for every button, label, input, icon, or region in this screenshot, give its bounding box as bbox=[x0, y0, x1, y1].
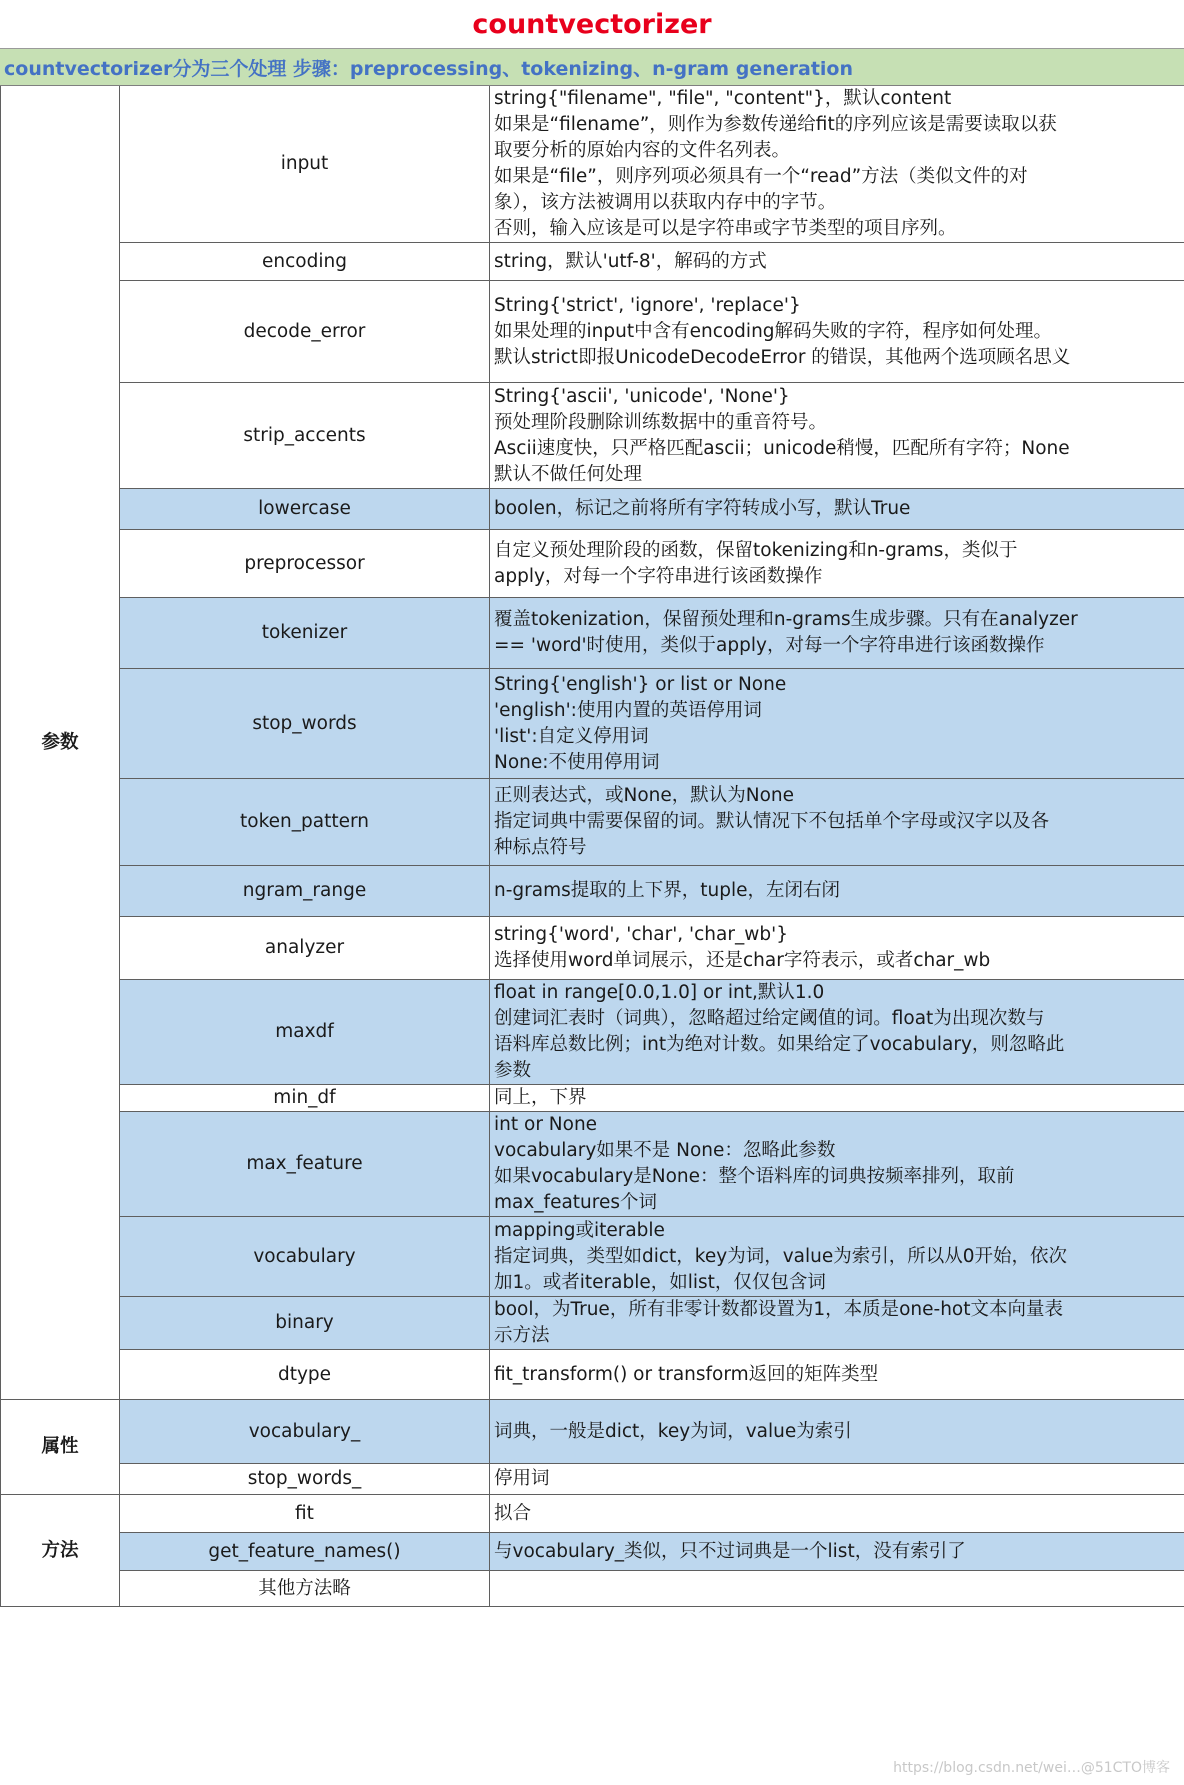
description-line: 自定义预处理阶段的函数，保留tokenizing和n-grams，类似于 bbox=[494, 539, 1018, 561]
description-line: 停用词 bbox=[494, 1468, 550, 1489]
description-line: String{'ascii', 'unicode', 'None'} bbox=[494, 385, 790, 407]
description-line: int or None bbox=[494, 1114, 598, 1135]
param-description-cell bbox=[490, 1217, 1184, 1297]
param-description-cell bbox=[490, 86, 1184, 243]
description-line: 覆盖tokenization，保留预处理和n-grams生成步骤。只有在analyzer bbox=[494, 609, 1078, 630]
description-line: 如果是“filename”，则作为参数传递给fit的序列应该是需要读取以获 bbox=[494, 114, 1057, 135]
description-line: 词典，一般是dict，key为词，value为索引 bbox=[494, 1420, 852, 1442]
param-name-cell: tokenizer bbox=[120, 598, 490, 669]
param-description-cell bbox=[490, 1112, 1184, 1217]
param-name-cell: binary bbox=[120, 1297, 490, 1350]
table-row bbox=[1, 1112, 1184, 1217]
table-row bbox=[1, 1400, 1184, 1464]
param-description-cell bbox=[490, 669, 1184, 779]
subtitle-banner: countvectorizer分为三个处理 步骤：preprocessing、tokenizing、n-gram generation bbox=[0, 49, 1184, 86]
table-row bbox=[1, 530, 1184, 598]
section-methods: 方法 bbox=[1, 1495, 120, 1607]
description-line: mapping或iterable bbox=[494, 1219, 665, 1241]
table-row bbox=[1, 281, 1184, 383]
param-description-cell bbox=[490, 383, 1184, 489]
param-description-cell bbox=[490, 980, 1184, 1085]
table-row bbox=[1, 669, 1184, 779]
description-line: float in range[0.0,1.0] or int,默认1.0 bbox=[494, 982, 825, 1003]
description-line: 拟合 bbox=[494, 1502, 532, 1524]
param-name-cell: token_pattern bbox=[120, 779, 490, 866]
table-row bbox=[1, 598, 1184, 669]
param-name-cell: preprocessor bbox=[120, 530, 490, 598]
description-line: 创建词汇表时（词典），忽略超过给定阈值的词。float为出现次数与 bbox=[494, 1008, 1045, 1029]
parameter-table bbox=[0, 86, 1184, 1607]
param-name-cell: 其他方法略 bbox=[120, 1571, 490, 1607]
description-line: 参数 bbox=[494, 1060, 532, 1081]
description-line: 默认不做任何处理 bbox=[494, 463, 643, 485]
watermark-text: https://blog.csdn.net/wei…@51CTO博客 bbox=[893, 1760, 1170, 1776]
description-line: String{'strict', 'ignore', 'replace'} bbox=[494, 294, 801, 316]
param-name-cell: stop_words_ bbox=[120, 1464, 490, 1495]
param-name-cell: vocabulary bbox=[120, 1217, 490, 1297]
param-name-cell: min_df bbox=[120, 1085, 490, 1112]
description-line: 如果是“file”，则序列项必须具有一个“read”方法（类似文件的对 bbox=[494, 166, 1028, 187]
table-row bbox=[1, 1571, 1184, 1607]
table-row bbox=[1, 1350, 1184, 1400]
description-line: String{'english'} or list or None bbox=[494, 673, 787, 695]
description-line: fit_transform() or transform返回的矩阵类型 bbox=[494, 1363, 879, 1385]
description-line: 正则表达式，或None，默认为None bbox=[494, 785, 795, 806]
description-line: string{'word', 'char', 'char_wb'} bbox=[494, 924, 788, 945]
description-line: 加1。或者iterable，如list，仅仅包含词 bbox=[494, 1271, 826, 1293]
table-row bbox=[1, 1085, 1184, 1112]
table-row bbox=[1, 917, 1184, 980]
description-line: 否则，输入应该是可以是字符串或字节类型的项目序列。 bbox=[494, 218, 957, 239]
param-description-cell bbox=[490, 866, 1184, 917]
description-line: 指定词典中需要保留的词。默认情况下不包括单个字母或汉字以及各 bbox=[494, 811, 1050, 832]
param-name-cell: input bbox=[120, 86, 490, 243]
param-name-cell: analyzer bbox=[120, 917, 490, 980]
table-row bbox=[1, 1297, 1184, 1350]
param-description-cell bbox=[490, 281, 1184, 383]
table-row bbox=[1, 980, 1184, 1085]
description-line: None:不使用停用词 bbox=[494, 751, 660, 773]
param-name-cell: lowercase bbox=[120, 489, 490, 530]
description-line: 'english':使用内置的英语停用词 bbox=[494, 699, 762, 721]
table-row bbox=[1, 1495, 1184, 1533]
param-description-cell bbox=[490, 1350, 1184, 1400]
param-name-cell: maxdf bbox=[120, 980, 490, 1085]
param-description-cell bbox=[490, 917, 1184, 980]
description-line: string，默认'utf-8'，解码的方式 bbox=[494, 250, 767, 272]
param-description-cell bbox=[490, 779, 1184, 866]
param-description-cell bbox=[490, 1533, 1184, 1571]
table-row bbox=[1, 243, 1184, 281]
param-description-cell bbox=[490, 1495, 1184, 1533]
param-name-cell: ngram_range bbox=[120, 866, 490, 917]
description-line: bool，为True，所有非零计数都设置为1，本质是one-hot文本向量表 bbox=[494, 1299, 1063, 1320]
description-line: 指定词典，类型如dict，key为词，value为索引，所以从0开始，依次 bbox=[494, 1245, 1067, 1267]
description-line: 选择使用word单词展示，还是char字符表示，或者char_wb bbox=[494, 950, 991, 971]
description-line: 取要分析的原始内容的文件名列表。 bbox=[494, 140, 791, 161]
description-line: 如果vocabulary是None：整个语料库的词典按频率排列，取前 bbox=[494, 1166, 1015, 1187]
description-line: 预处理阶段删除训练数据中的重音符号。 bbox=[494, 411, 828, 433]
description-line: apply，对每一个字符串进行该函数操作 bbox=[494, 565, 823, 587]
table-row bbox=[1, 86, 1184, 243]
param-name-cell: stop_words bbox=[120, 669, 490, 779]
param-name-cell: strip_accents bbox=[120, 383, 490, 489]
page-title: countvectorizer bbox=[0, 0, 1184, 49]
description-line: == 'word'时使用，类似于apply，对每一个字符串进行该函数操作 bbox=[494, 635, 1045, 656]
description-line: 种标点符号 bbox=[494, 837, 587, 858]
param-name-cell: encoding bbox=[120, 243, 490, 281]
table-row bbox=[1, 1464, 1184, 1495]
description-line: 象），该方法被调用以获取内存中的字节。 bbox=[494, 192, 837, 213]
param-name-cell: fit bbox=[120, 1495, 490, 1533]
description-line: 示方法 bbox=[494, 1325, 550, 1346]
param-description-cell bbox=[490, 1571, 1184, 1607]
param-name-cell: max_feature bbox=[120, 1112, 490, 1217]
param-description-cell bbox=[490, 598, 1184, 669]
param-name-cell: dtype bbox=[120, 1350, 490, 1400]
param-name-cell: vocabulary_ bbox=[120, 1400, 490, 1464]
table-row bbox=[1, 779, 1184, 866]
table-row bbox=[1, 866, 1184, 917]
description-line: string{"filename", "file", "content"}，默认content bbox=[494, 88, 952, 109]
table-row bbox=[1, 1533, 1184, 1571]
param-description-cell bbox=[490, 530, 1184, 598]
table-row bbox=[1, 489, 1184, 530]
param-name-cell: decode_error bbox=[120, 281, 490, 383]
section-attributes: 属性 bbox=[1, 1400, 120, 1495]
description-line: n-grams提取的上下界，tuple，左闭右闭 bbox=[494, 880, 840, 901]
param-description-cell bbox=[490, 489, 1184, 530]
description-line: 同上，下界 bbox=[494, 1087, 587, 1108]
description-line: 与vocabulary_类似，只不过词典是一个list，没有索引了 bbox=[494, 1540, 966, 1562]
section-params: 参数 bbox=[1, 86, 120, 1400]
description-line: boolen，标记之前将所有字符转成小写，默认True bbox=[494, 498, 911, 519]
description-line: vocabulary如果不是 None：忽略此参数 bbox=[494, 1140, 836, 1161]
param-description-cell bbox=[490, 243, 1184, 281]
param-name-cell: get_feature_names() bbox=[120, 1533, 490, 1571]
param-description-cell bbox=[490, 1400, 1184, 1464]
param-description-cell bbox=[490, 1297, 1184, 1350]
description-line: 默认strict即报UnicodeDecodeError 的错误，其他两个选项顾名思义 bbox=[494, 346, 1071, 368]
table-row bbox=[1, 383, 1184, 489]
param-description-cell bbox=[490, 1085, 1184, 1112]
table-row bbox=[1, 1217, 1184, 1297]
description-line: Ascii速度快，只严格匹配ascii；unicode稍慢，匹配所有字符；None bbox=[494, 437, 1070, 459]
description-line: max_features个词 bbox=[494, 1192, 657, 1213]
description-line: 'list':自定义停用词 bbox=[494, 725, 649, 747]
param-description-cell bbox=[490, 1464, 1184, 1495]
description-line: 语料库总数比例；int为绝对计数。如果给定了vocabulary，则忽略此 bbox=[494, 1034, 1065, 1055]
description-line: 如果处理的input中含有encoding解码失败的字符，程序如何处理。 bbox=[494, 320, 1053, 342]
